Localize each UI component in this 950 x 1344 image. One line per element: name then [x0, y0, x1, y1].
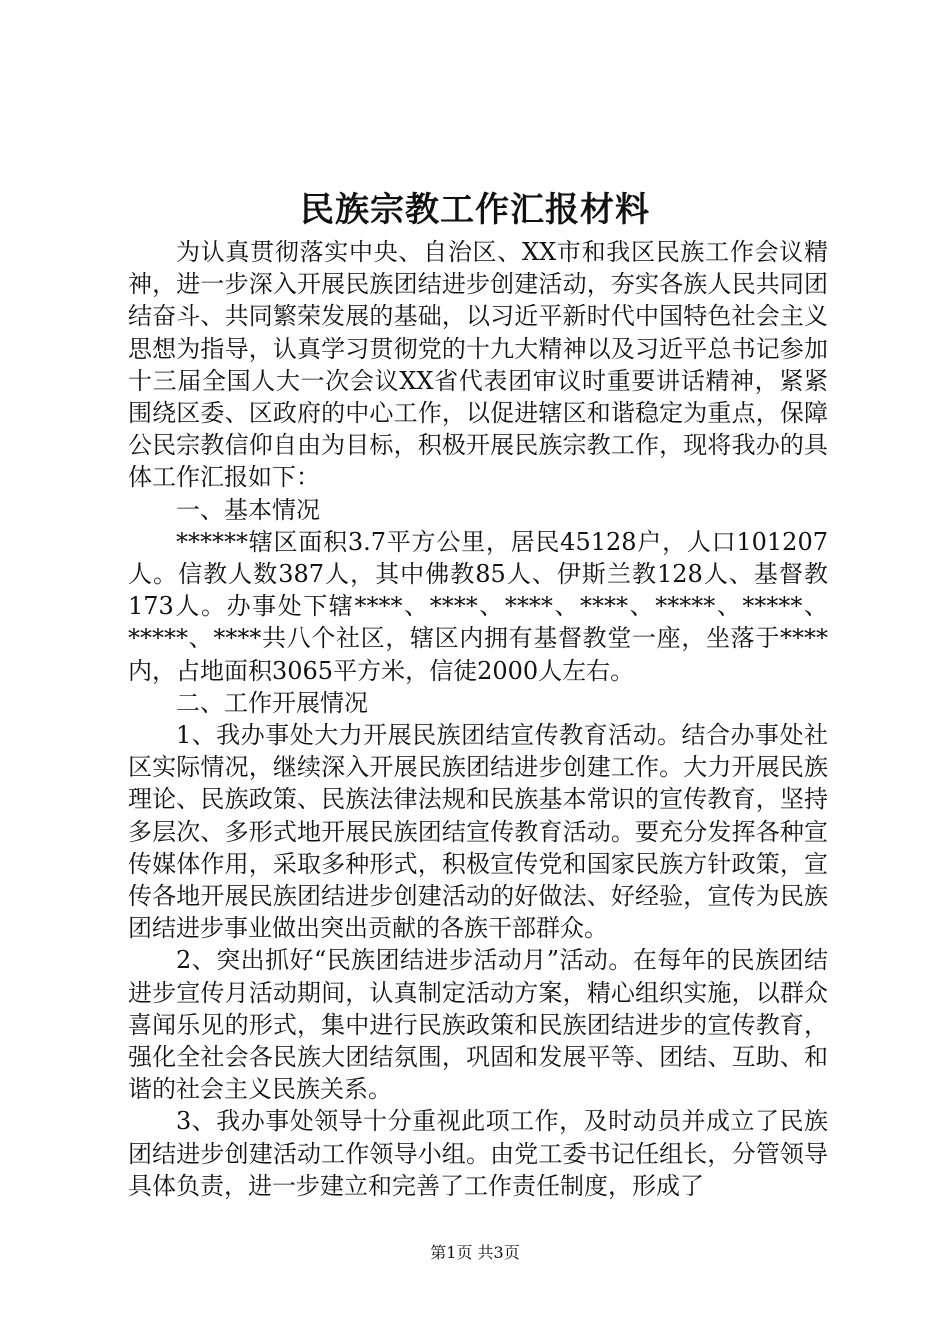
page-number-footer: 第1页 共3页: [430, 1243, 520, 1262]
page-title: 民族宗教工作汇报材料: [300, 190, 650, 230]
work-item-3-paragraph: 3、我办事处领导十分重视此项工作，及时动员并成立了民族团结进步创建活动工作领导小组。由党工委书记任组长，分管领导具体负责，进一步建立和完善了工作责任制度，形成了: [128, 1107, 828, 1200]
work-item-2-paragraph: 2、突出抓好“民族团结进步活动月”活动。在每年的民族团结进步宣传月活动期间，认真制定活动方案，精心组织实施，以群众喜闻乐见的形式，集中进行民族政策和民族团结进步的宣传教育，强化全社会各民族大团结氛围，巩固和发展平等、团结、互助、和谐的社会主义民族关系。: [128, 946, 828, 1104]
intro-paragraph: 为认真贯彻落实中央、自治区、XX市和我区民族工作会议精神，进一步深入开展民族团结进步创建活动，夯实各族人民共同团结奋斗、共同繁荣发展的基础，以习近平新时代中国特色社会主义思想为指导，认真学习贯彻党的十九大精神以及习近平总书记参加十三届全国人大一次会议XX省代表团审议时重要讲话精神，紧紧围绕区委、区政府的中心工作，以促进辖区和谐稳定为重点，保障公民宗教信仰自由为目标，积极开展民族宗教工作，现将我办的具体工作汇报如下：: [128, 238, 828, 492]
section-heading-basic-situation: 一、基本情况: [176, 495, 320, 524]
basic-situation-paragraph: ******辖区面积3.7平方公里，居民45128户，人口101207人。信教人数387人，其中佛教85人、伊斯兰教128人、基督教173人。办事处下辖****、****、****、****、*****、*****、*****、****共八个社区，辖区内拥有基督教堂一座，坐落于****内，占地面积3065平方米，信徒2000人左右。: [128, 527, 828, 685]
work-item-1-paragraph: 1、我办事处大力开展民族团结宣传教育活动。结合办事处社区实际情况，继续深入开展民族团结进步创建工作。大力开展民族理论、民族政策、民族法律法规和民族基本常识的宣传教育，坚持多层次、多形式地开展民族团结宣传教育活动。要充分发挥各种宣传媒体作用，采取多种形式，积极宣传党和国家民族方针政策，宣传各地开展民族团结进步创建活动的好做法、好经验，宣传为民族团结进步事业做出突出贡献的各族干部群众。: [128, 721, 828, 943]
document-body: [128, 236, 828, 1202]
section-heading-work-progress: 二、工作开展情况: [176, 688, 368, 717]
